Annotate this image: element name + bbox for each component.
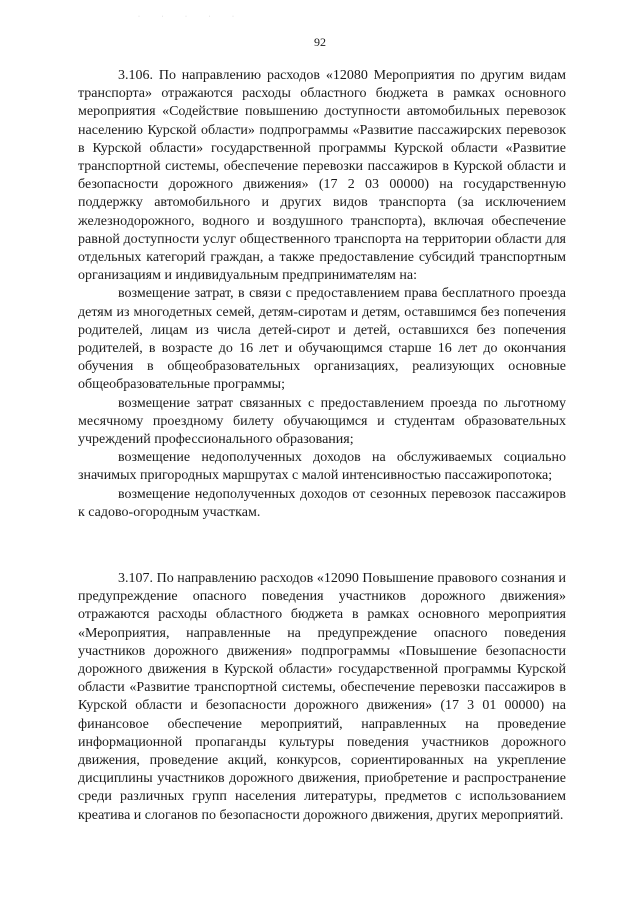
page-number: 92 <box>314 35 326 49</box>
paragraph-monthly-ticket: возмещение затрат связанных с предоставлением проезда по льготному месячному проездному билету обучающимся и студентам образовательных учреждений профессионального образования; <box>78 395 566 448</box>
paragraph-intro: 3.106. По направлению расходов «12080 Мероприятия по другим видам транспорта» отражаются расходы областного бюджета в рамках основного мероприятия «Содействие повышению доступности автомобильных перевозок населению Курской области» подпрограммы «Развитие пассажирских перевозок в Курской области» государственной программы Курской области «Развитие транспортной системы, обеспечение перевозки пассажиров в Курской области и безопасности дорожного движения» (17 2 03 00000) на государственную поддержку автомобильного и других видов транспорта (за исключением железнодорожного, водного и воздушного транспорта), включая обеспечение равной доступности услуг общественного транспорта на территории области для отдельных категорий граждан, а также предоставление субсидий транспортным организациям и индивидуальным предпринимателям на: <box>78 68 566 284</box>
paragraph-seasonal-transport: возмещение недополученных доходов от сезонных перевозок пассажиров к садово-огородным участкам. <box>78 486 566 520</box>
section-3-106 <box>78 67 566 522</box>
section-3-107 <box>78 570 566 825</box>
paragraph-road-safety: 3.107. По направлению расходов «12090 Повышение правового сознания и предупреждение опасного поведения участников дорожного движения» отражаются расходы областного бюджета в рамках основного мероприятия «Мероприятия, направленные на предупреждение опасного поведения участников дорожного движения» подпрограммы «Повышение безопасности дорожного движения в Курской области» государственной программы Курской области «Развитие транспортной системы, обеспечение перевозки пассажиров в Курской области и безопасности дорожного движения» (17 3 01 00000) на финансовое обеспечение мероприятий, направленных на проведение информационной пропаганды культуры поведения участников дорожного движения, проведение акций, конкурсов, сориентированных на укрепление дисциплины участников дорожного движения, приобретение и распространение среди различных групп населения литературы, предметов с использованием креатива и слоганов по безопасности дорожного движения, других мероприятий. <box>78 571 566 823</box>
paragraph-free-travel: возмещение затрат, в связи с предоставлением права бесплатного проезда детям из многодетных семей, детям-сиротам и детям, оставшимся без попечения родителей, лицам из числа детей-сирот и детей, оставшихся без попечения родителей, в возрасте до 16 лет и обучающимся старше 16 лет до окончания обучения в общеобразовательных организациях, реализующих основные общеобразовательные программы; <box>78 286 566 393</box>
scan-marks: · · · · · <box>138 14 244 20</box>
paragraph-suburban-routes: возмещение недополученных доходов на обслуживаемых социально значимых пригородных маршрутах с малой интенсивностью пассажиропотока; <box>78 450 566 484</box>
